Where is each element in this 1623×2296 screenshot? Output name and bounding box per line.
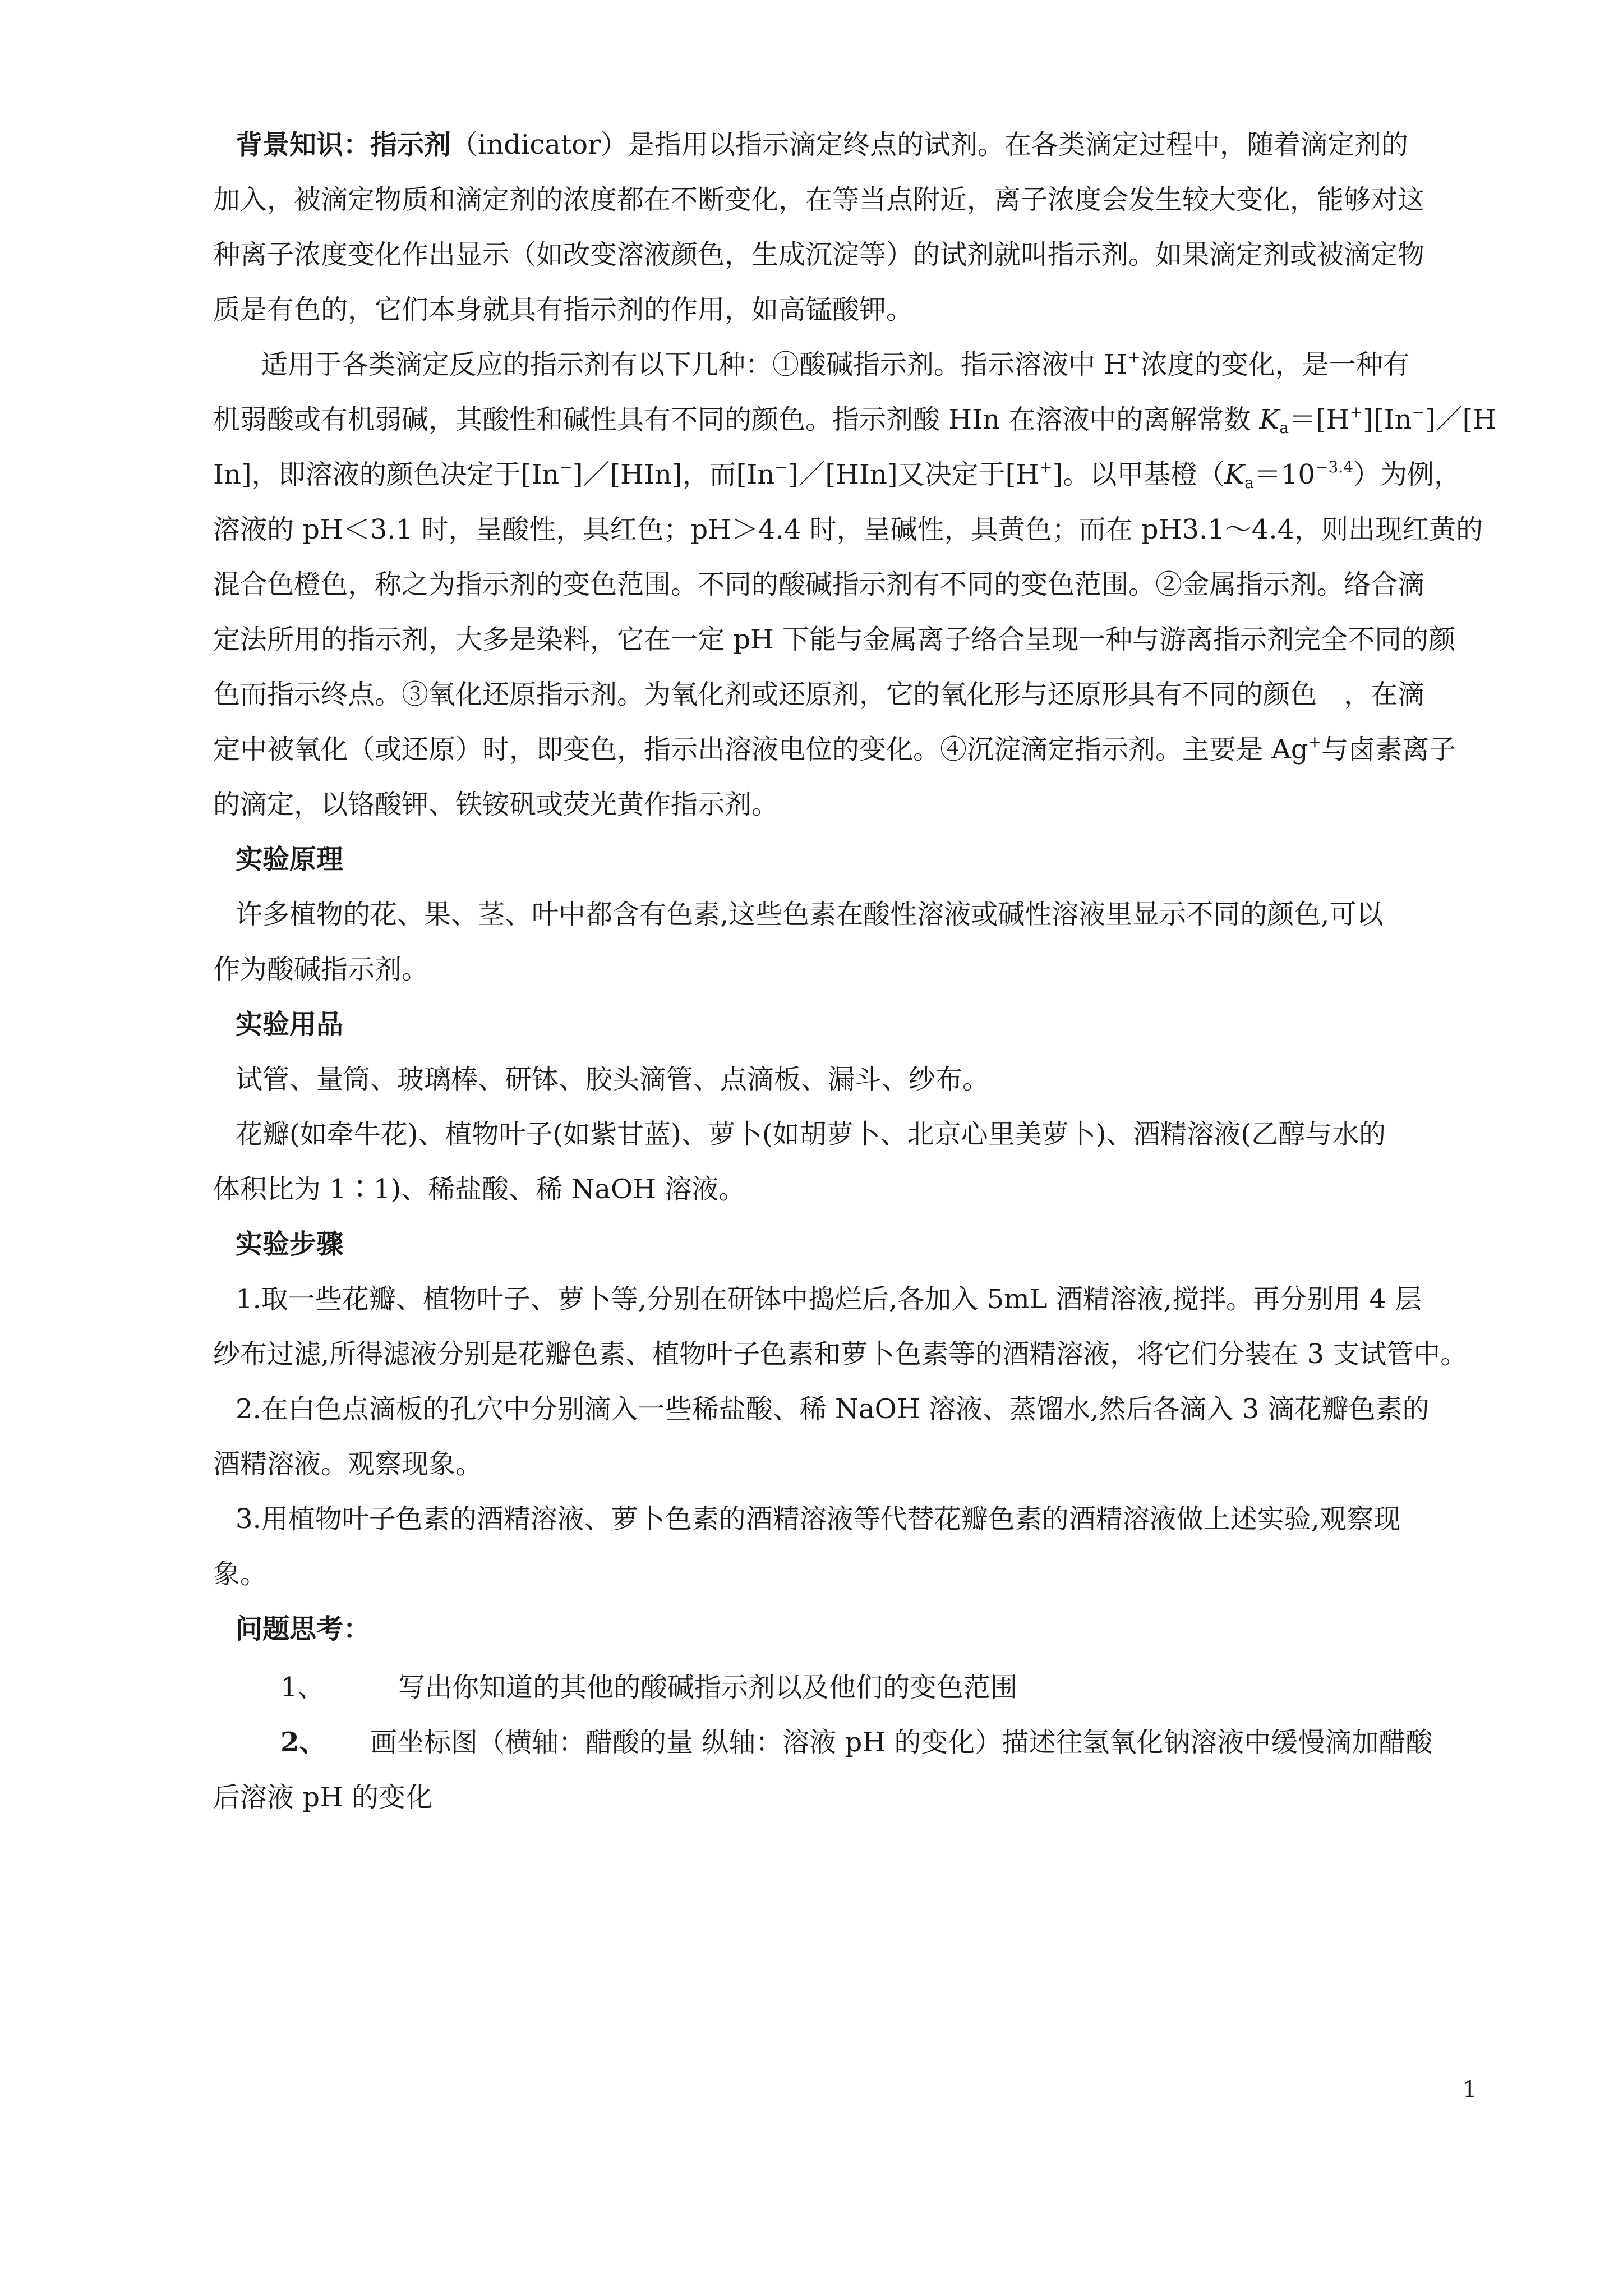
question-1-text: 写出你知道的其他的酸碱指示剂以及他们的变色范围 [398, 1672, 1018, 1703]
background-line-1: 背景知识：指示剂（indicator）是指用以指示滴定终点的试剂。在各类滴定过程中，随着滴定剂的 [236, 129, 1409, 160]
materials-line-2: 花瓣(如牵牛花)、植物叶子(如紫甘蓝)、萝卜(如胡萝卜、北京心里美萝卜)、酒精溶液(乙醇与水的 [236, 1119, 1386, 1150]
materials-heading: 实验用品 [236, 1009, 344, 1040]
types-line-2: 机弱酸或有机弱碱，其酸性和碱性具有不同的颜色。指示剂酸 HIn 在溶液中的离解常数 $K_a=[H^+][In^-]/[H$ [213, 403, 1497, 437]
step-1-line-1: 1.取一些花瓣、植物叶子、萝卜等,分别在研钵中捣烂后,各加入 5mL 酒精溶液,搅拌。再分别用 4 层 [236, 1283, 1422, 1315]
types-line-9: 的滴定，以铬酸钾、铁铵矾或荧光黄作指示剂。 [213, 789, 779, 820]
step-3-line-1: 3.用植物叶子色素的酒精溶液、萝卜色素的酒精溶液等代替花瓣色素的酒精溶液做上述实验,观察现 [236, 1503, 1401, 1535]
background-label: 背景知识： [236, 129, 371, 160]
types-line-4: 溶液的 pH＜3.1 时，呈酸性，具红色；pH＞4.4 时，呈碱性，具黄色；而在 pH3.1～4.4，则出现红黄的 [213, 514, 1483, 545]
question-1-number: 1、 [280, 1672, 325, 1703]
background-line-2: 加入，被滴定物质和滴定剂的浓度都在不断变化，在等当点附近，离子浓度会发生较大变化，能够对这 [213, 184, 1425, 215]
question-2-number: 2、 [280, 1727, 326, 1758]
principle-line-2: 作为酸碱指示剂。 [213, 954, 429, 985]
materials-line-3: 体积比为 1∶1)、稀盐酸、稀 NaOH 溶液。 [213, 1174, 746, 1205]
questions-heading: 问题思考： [236, 1613, 371, 1645]
question-2-text: 画坐标图（横轴：醋酸的量 纵轴：溶液 pH 的变化）描述往氢氧化钠溶液中缓慢滴加醋酸 [370, 1727, 1433, 1758]
background-line-4: 质是有色的，它们本身就具有指示剂的作用，如高锰酸钾。 [213, 294, 914, 325]
step-2-line-2: 酒精溶液。观察现象。 [213, 1448, 483, 1480]
background-line-3: 种离子浓度变化作出显示（如改变溶液颜色，生成沉淀等）的试剂就叫指示剂。如果滴定剂或被滴定物 [213, 239, 1425, 270]
types-line-3: In]，即溶液的颜色决定于[In−]／[HIn]，而[In−]／[HIn]又决定于[H+]。以甲基橙$(K_a=10^{-3.4})$为例， [213, 458, 1461, 492]
types-line-7: 色而指示终点。③氧化还原指示剂。为氧化剂或还原剂，它的氧化形与还原形具有不同的颜色 ，在滴 [213, 679, 1425, 710]
step-2-line-1: 2.在白色点滴板的孔穴中分别滴入一些稀盐酸、稀 NaOH 溶液、蒸馏水,然后各滴入 3 滴花瓣色素的 [236, 1393, 1430, 1425]
types-line-5: 混合色橙色，称之为指示剂的变色范围。不同的酸碱指示剂有不同的变色范围。②金属指示剂。络合滴 [213, 569, 1425, 600]
indicator-term: 指示剂 [370, 129, 451, 160]
materials-line-1: 试管、量筒、玻璃棒、研钵、胶头滴管、点滴板、漏斗、纱布。 [236, 1064, 990, 1095]
types-line-1: 适用于各类滴定反应的指示剂有以下几种：①酸碱指示剂。指示溶液中 H+浓度的变化，是一种有 [261, 348, 1410, 380]
types-line-6: 定法所用的指示剂，大多是染料，它在一定 pH 下能与金属离子络合呈现一种与游离指示剂完全不同的颜 [213, 624, 1456, 655]
principle-heading: 实验原理 [236, 844, 344, 875]
step-1-line-2: 纱布过滤,所得滤液分别是花瓣色素、植物叶子色素和萝卜色素等的酒精溶液，将它们分装在 3 支试管中。 [213, 1338, 1468, 1370]
types-line-8: 定中被氧化（或还原）时，即变色，指示出溶液电位的变化。④沉淀滴定指示剂。主要是 Ag+与卤素离子 [213, 733, 1456, 765]
step-3-line-2: 象。 [213, 1558, 268, 1590]
steps-heading: 实验步骤 [236, 1228, 344, 1260]
page-number: 1 [1463, 2077, 1477, 2102]
principle-line-1: 许多植物的花、果、茎、叶中都含有色素,这些色素在酸性溶液或碱性溶液里显示不同的颜色,可以 [236, 899, 1384, 930]
question-2-line-2: 后溶液 pH 的变化 [213, 1782, 433, 1813]
